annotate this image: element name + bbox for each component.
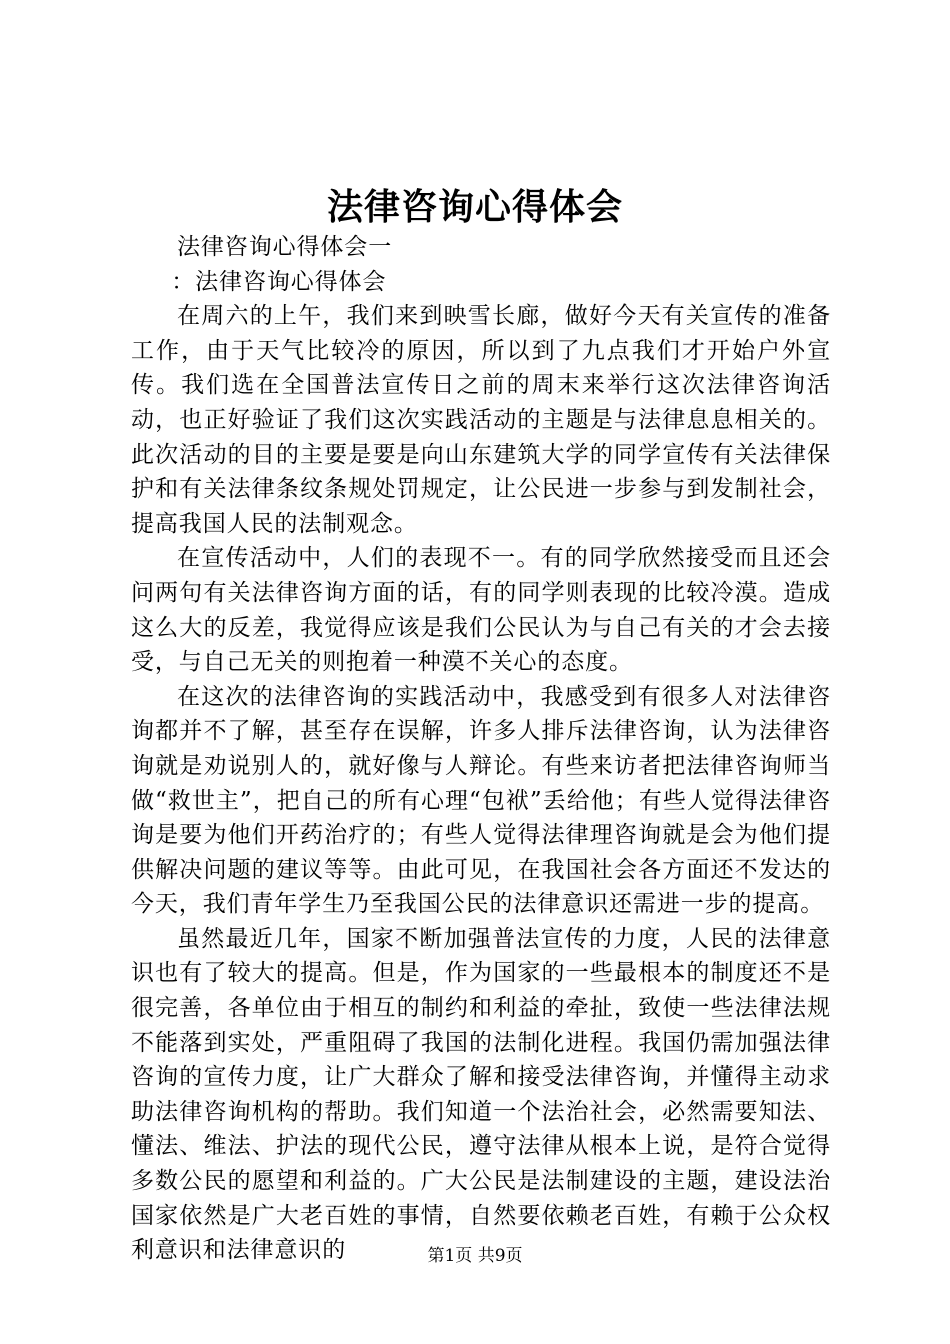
subheading-2: ：法律咨询心得体会 <box>171 268 387 295</box>
page-footer: 第1页 共9页 <box>427 1246 523 1266</box>
subheading-1: 法律咨询心得体会一 <box>177 234 393 260</box>
paragraph-3: 在这次的法律咨询的实践活动中，我感受到有很多人对法律咨询都并不了解，甚至存在误解，许多人排斥法律咨询，认为法律咨询就是劝说别人的，就好像与人辩论。有些来访者把法律咨询师当做“救世主”，把自己的所有心理“包袱”丢给他；有些人觉得法律咨询是要为他们开药治疗的；有些人觉得法律理咨询就是会为他们提供解决问题的建议等等。由此可见，在我国社会各方面还不发达的今天，我们青年学生乃至我国公民的法律意识还需进一步的提高。 <box>131 683 831 918</box>
document-title: 法律咨询心得体会 <box>326 186 623 228</box>
paragraph-2: 在宣传活动中，人们的表现不一。有的同学欣然接受而且还会问两句有关法律咨询方面的话，有的同学则表现的比较冷漠。造成这么大的反差，我觉得应该是我们公民认为与自己有关的才会去接受，与自己无关的则抱着一种漠不关心的态度。 <box>131 545 831 676</box>
paragraph-4: 虽然最近几年，国家不断加强普法宣传的力度，人民的法律意识也有了较大的提高。但是，作为国家的一些最根本的制度还不是很完善，各单位由于相互的制约和利益的牵扯，致使一些法律法规不能落到实处，严重阻碍了我国的法制化进程。我国仍需加强法律咨询的宣传力度，让广大群众了解和接受法律咨询，并懂得主动求助法律咨询机构的帮助。我们知道一个法治社会，必然需要知法、懂法、维法、护法的现代公民，遵守法律从根本上说，是符合觉得多数公民的愿望和利益的。广大公民是法制建设的主题，建设法治国家依然是广大老百姓的事情，自然要依赖老百姓，有赖于公众权利意识和法律意识的 <box>131 925 831 1264</box>
document-body <box>131 230 831 1268</box>
paragraph-1: 在周六的上午，我们来到映雪长廊，做好今天有关宣传的准备工作，由于天气比较冷的原因，所以到了九点我们才开始户外宣传。我们选在全国普法宣传日之前的周末来举行这次法律咨询活动，也正好验证了我们这次实践活动的主题是与法律息息相关的。此次活动的目的主要是要是向山东建筑大学的同学宣传有关法律保护和有关法律条纹条规处罚规定，让公民进一步参与到发制社会，提高我国人民的法制观念。 <box>131 303 831 537</box>
